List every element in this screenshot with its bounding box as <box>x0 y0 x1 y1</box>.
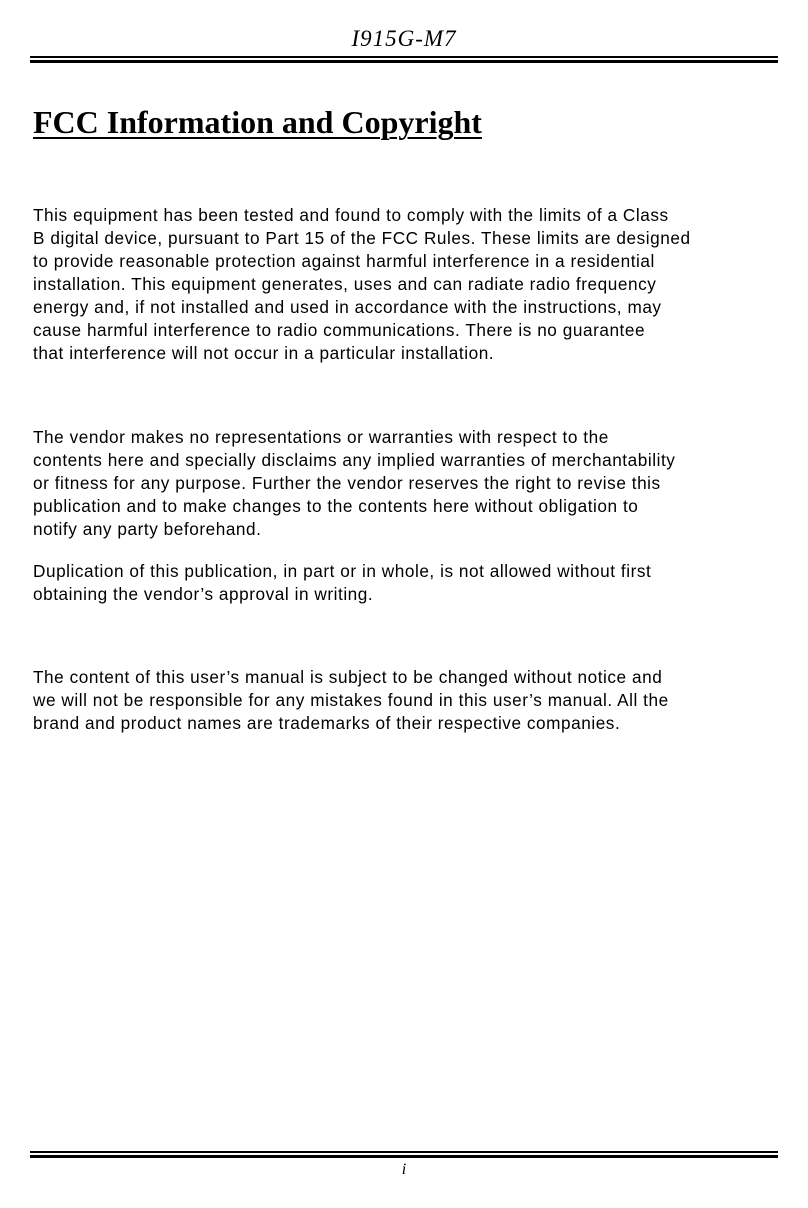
text-line: installation. This equipment generates, uses and can radiate radio frequency <box>33 274 657 294</box>
text-line: or fitness for any purpose. Further the vendor reserves the right to revise this <box>33 473 661 493</box>
text-line: to provide reasonable protection against harmful interference in a residential <box>33 251 655 271</box>
text-line: This equipment has been tested and found to comply with the limits of a Class <box>33 205 669 225</box>
text-line: brand and product names are trademarks of their respective companies. <box>33 713 621 733</box>
text-line: Duplication of this publication, in part or in whole, is not allowed without first <box>33 561 652 581</box>
text-line: cause harmful interference to radio communications. There is no guarantee <box>33 320 646 340</box>
header-model-title: I915G-M7 <box>351 26 457 51</box>
warranty-disclaimer-paragraph <box>33 426 783 541</box>
header-divider <box>30 56 778 63</box>
trademark-notice-paragraph <box>33 666 783 735</box>
text-line: notify any party beforehand. <box>33 519 262 539</box>
text-line: The content of this user’s manual is subject to be changed without notice and <box>33 667 663 687</box>
text-line: energy and, if not installed and used in accordance with the instructions, may <box>33 297 662 317</box>
page-number: i <box>401 1161 407 1178</box>
text-line: we will not be responsible for any mistakes found in this user’s manual. All the <box>33 690 669 710</box>
duplication-notice-paragraph <box>33 560 783 606</box>
page-title: FCC Information and Copyright <box>33 104 482 140</box>
text-line: The vendor makes no representations or warranties with respect to the <box>33 427 609 447</box>
fcc-compliance-paragraph <box>33 204 783 365</box>
text-line: that interference will not occur in a particular installation. <box>33 343 495 363</box>
text-line: contents here and specially disclaims any implied warranties of merchantability <box>33 450 676 470</box>
text-line: publication and to make changes to the contents here without obligation to <box>33 496 639 516</box>
text-line: B digital device, pursuant to Part 15 of the FCC Rules. These limits are designed <box>33 228 691 248</box>
footer-divider <box>30 1151 778 1158</box>
text-line: obtaining the vendor’s approval in writing. <box>33 584 374 604</box>
